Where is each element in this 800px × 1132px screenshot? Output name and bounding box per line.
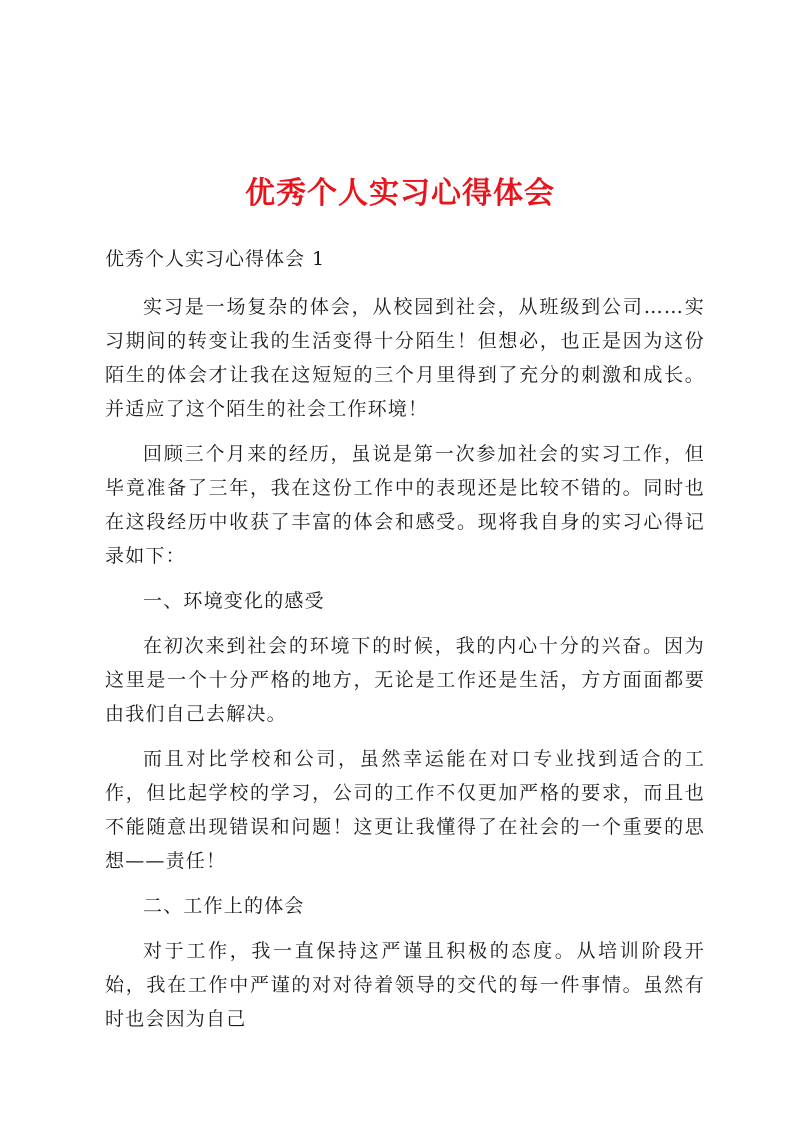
document-body	[105, 242, 705, 1047]
paragraph: 而且对比学校和公司，虽然幸运能在对口专业找到适合的工作，但比起学校的学习，公司的工作不仅更加严格的要求，而且也不能随意出现错误和问题！这更让我懂得了在社会的一个重要的思想——责任！	[105, 748, 705, 872]
paragraph: 对于工作，我一直保持这严谨且积极的态度。从培训阶段开始，我在工作中严谨的对对待着领导的交代的每一件事情。虽然有时也会因为自己	[105, 940, 705, 1030]
section-heading-environment: 一、环境变化的感受	[143, 590, 325, 612]
section-subheading: 优秀个人实习心得体会 1	[105, 248, 326, 270]
paragraph: 实习是一场复杂的体会，从校园到社会，从班级到公司……实习期间的转变让我的生活变得十分陌生！但想必，也正是因为这份陌生的体会才让我在这短短的三个月里得到了充分的刺激和成长。并适应了这个陌生的社会工作环境！	[105, 296, 705, 420]
document-title: 优秀个人实习心得体会	[245, 176, 555, 211]
paragraph: 回顾三个月来的经历，虽说是第一次参加社会的实习工作，但毕竟准备了三年，我在这份工作中的表现还是比较不错的。同时也在这段经历中收获了丰富的体会和感受。现将我自身的实习心得记录如下：	[105, 443, 705, 567]
paragraph: 在初次来到社会的环境下的时候，我的内心十分的兴奋。因为这里是一个十分严格的地方，无论是工作还是生活，方方面面都要由我们自己去解决。	[105, 635, 705, 725]
section-heading-work: 二、工作上的体会	[143, 895, 305, 917]
